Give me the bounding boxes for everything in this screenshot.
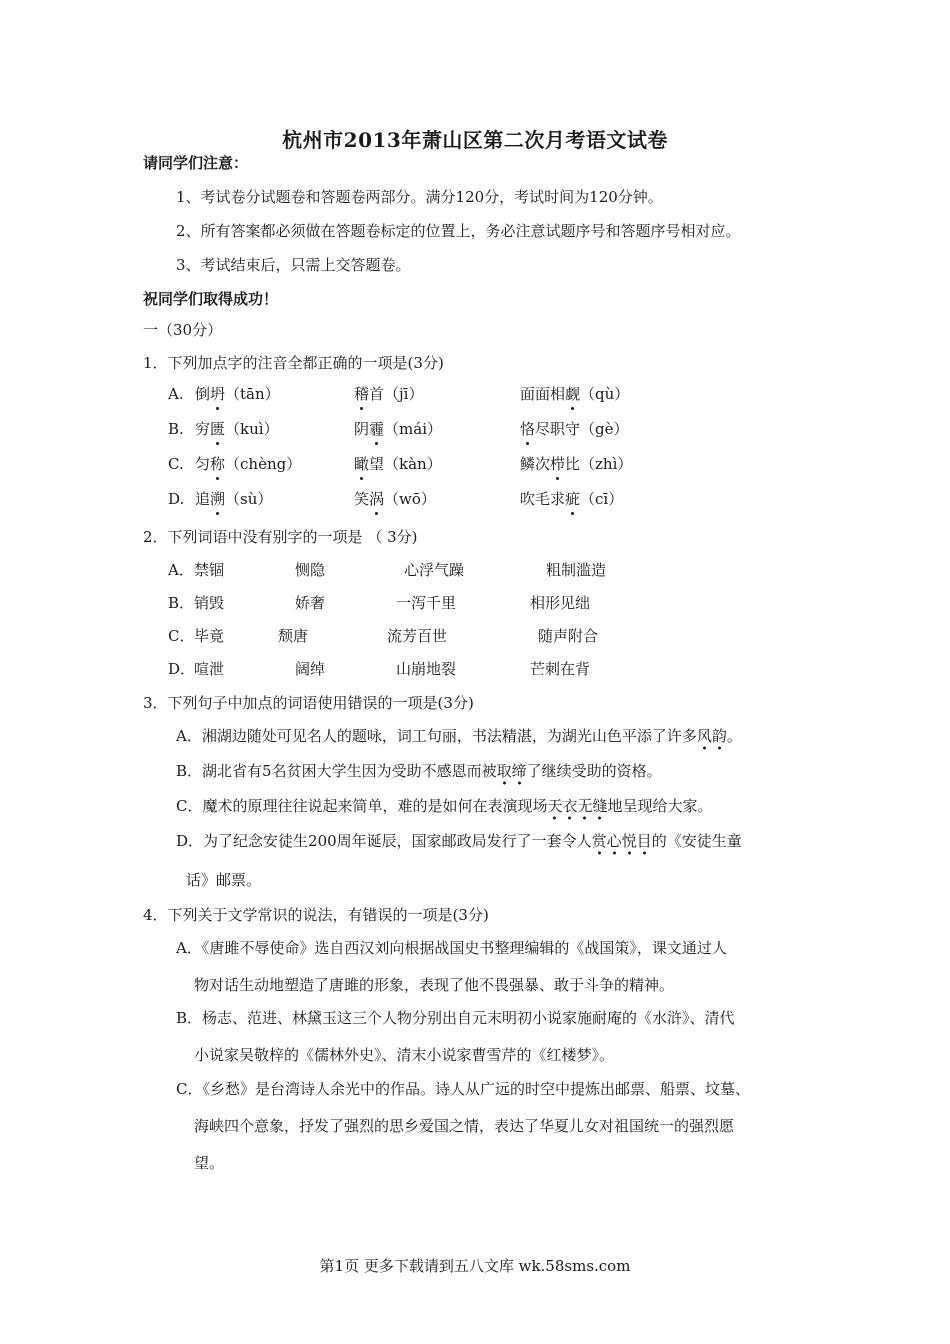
option-word: 面面相觑（qù） [520,385,630,403]
option-label: C. [168,455,184,473]
question-4-option-b: B．杨志、范进、林黛玉这三个人物分别出自元末明初小说家施耐庵的《水浒》、清代 [176,1009,735,1027]
option-label: D． [168,660,196,678]
notice-heading: 请同学们注意： [143,154,249,172]
question-3-stem: 3．下列句子中加点的词语使用错误的一项是(3分) [143,694,474,712]
dotted-phrase: 天衣无缝 [547,797,607,821]
option-word: 追溯（sù） [195,490,273,508]
question-4-option-a-continued: 物对话生动地塑造了唐雎的形象，表现了他不畏强暴、敢于斗争的精神。 [194,976,675,994]
option-word: 阴霾（mái） [354,420,442,438]
question-2-stem: 2．下列词语中没有别字的一项是 （ 3分) [143,528,418,546]
option-word: 穷匮（kuì） [195,420,279,438]
option-word: 心浮气躁 [404,561,465,579]
question-3-option-b: B．湖北省有5名贫困大学生因为受助不感恩而被取缔了继续受助的资格。 [176,761,662,781]
question-4-option-a: A．《唐雎不辱使命》选自西汉刘向根据战国史书整理编辑的《战国策》，课文通过人 [176,939,727,957]
question-4-stem: 4．下列关于文学常识的说法，有错误的一项是(3分) [143,906,489,924]
option-word: 粗制滥造 [546,561,607,579]
notice-item-1: 1、考试卷分试题卷和答题卷两部分。满分120分，考试时间为120分钟。 [176,188,663,206]
option-label: B． [168,594,195,612]
notice-item-2: 2、所有答案都必须做在答题卷标定的位置上，务必注意试题序号和答题序号相对应。 [176,222,741,240]
dotted-phrase: 赏心悦目 [592,832,652,856]
question-3-option-c: C．魔术的原理往往说起来简单，难的是如何在表演现场天衣无缝地呈现给大家。 [176,796,713,816]
option-label: D. [168,490,185,508]
option-word: 流芳百世 [387,627,448,645]
option-word: 相形见绌 [530,594,591,612]
option-word: 恪尽职守（gè） [520,420,629,438]
option-label: B. [168,420,184,438]
question-3-option-d: D．为了纪念安徒生200周年诞辰，国家邮政局发行了一套令人赏心悦目的《安徒生童 [176,831,742,851]
question-3-option-d-continued: 话》邮票。 [186,871,262,889]
option-word: 禁锢 [194,561,225,579]
section-heading: 一（30分） [143,321,223,339]
option-word: 恻隐 [295,561,326,579]
option-label: A. [168,385,184,403]
question-4-option-b-continued: 小说家吴敬梓的《儒林外史》、清末小说家曹雪芹的《红楼梦》。 [194,1046,615,1064]
option-word: 吹毛求疵（cī） [520,490,624,508]
option-word: 喧泄 [194,660,225,678]
option-word: 山崩地裂 [396,660,457,678]
question-4-option-c: C．《乡愁》是台湾诗人余光中的作品。诗人从广远的时空中提炼出邮票、船票、坟墓、 [176,1080,750,1098]
question-1-stem: 1．下列加点字的注音全都正确的一项是(3分) [143,354,444,372]
option-word: 随声附合 [538,627,599,645]
option-word: 娇奢 [295,594,326,612]
notice-item-3: 3、考试结束后，只需上交答题卷。 [176,256,411,274]
dotted-phrase: 取缔 [497,762,527,786]
dotted-phrase: 风韵 [697,727,727,751]
option-word: 销毁 [194,594,225,612]
option-word: 毕竟 [194,627,225,645]
option-word: 匀称（chèng） [195,455,302,473]
option-word: 倒坍（tān） [195,385,280,403]
question-3-option-a: A．湘湖边随处可见名人的题咏，词工句丽，书法精湛，为湖光山色平添了许多风韵。 [176,726,742,746]
option-word: 笑涡（wō） [354,490,436,508]
option-word: 颓唐 [278,627,309,645]
option-label: C． [168,627,195,645]
option-word: 一泻千里 [396,594,457,612]
notice-wish: 祝同学们取得成功！ [143,290,279,308]
option-word: 稽首（jī） [354,385,424,403]
option-word: 阔绰 [295,660,326,678]
question-4-option-c-continued: 海峡四个意象，抒发了强烈的思乡爱国之情，表达了华夏儿女对祖国统一的强烈愿 [194,1117,735,1135]
page-title: 杭州市2013年萧山区第二次月考语文试卷 [282,128,668,152]
question-4-option-c-end: 望。 [194,1154,225,1172]
page-footer: 第1页 更多下载请到五八文库 wk.58sms.com [319,1257,631,1275]
option-word: 芒刺在背 [530,660,591,678]
option-word: 鳞次栉比（zhì） [520,455,633,473]
option-label: A． [168,561,194,579]
option-word: 瞰望（kàn） [354,455,442,473]
